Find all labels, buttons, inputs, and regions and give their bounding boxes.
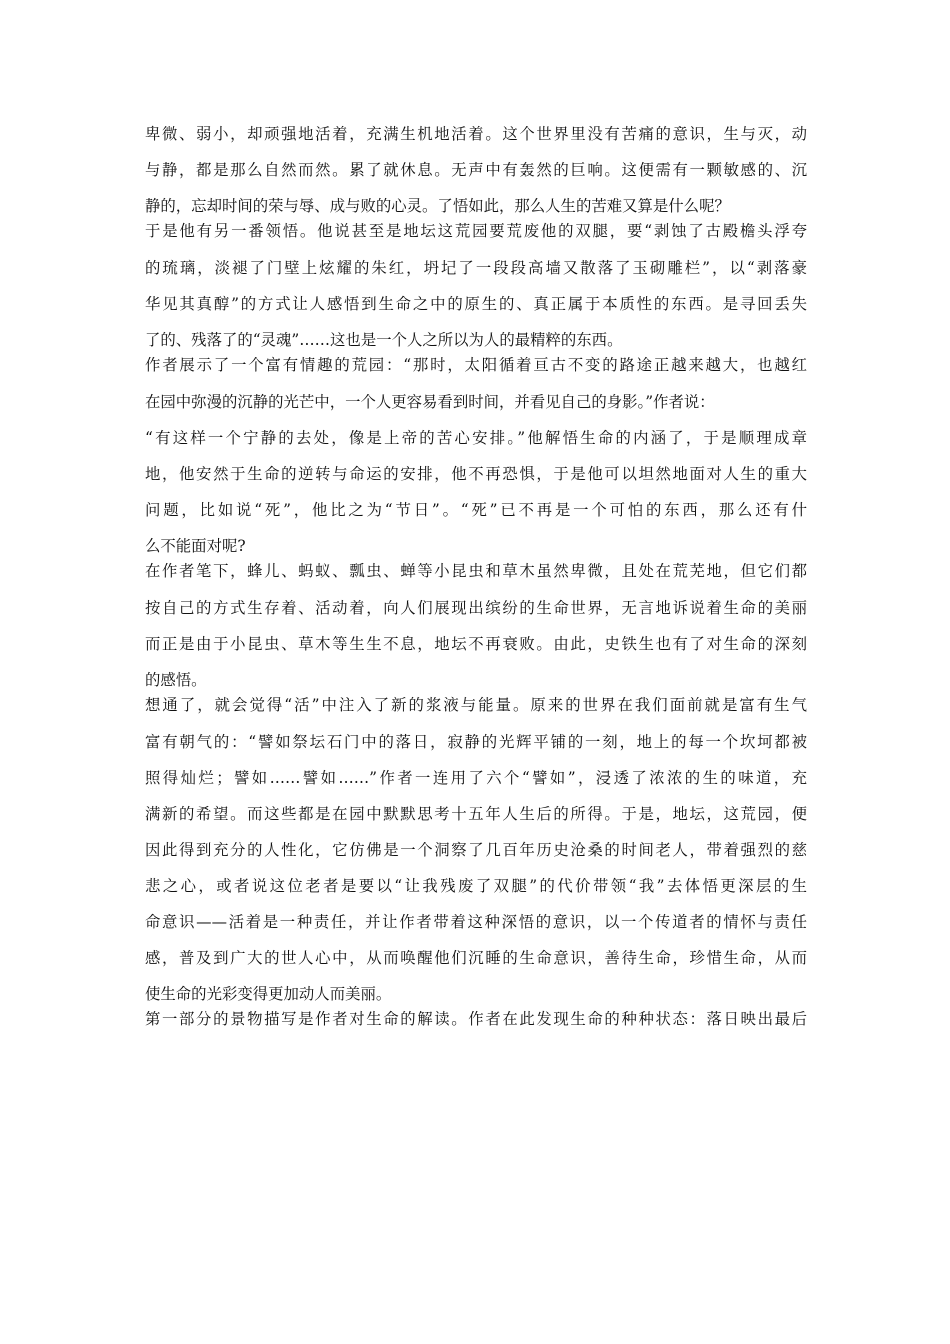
text-line: 么不能面对呢? [145, 537, 246, 555]
text-line: 与静，都是那么自然而然。累了就休息。无声中有轰然的巨响。这便需有一颗敏感的、沉 [145, 161, 807, 179]
text-line: 的感悟。 [145, 671, 207, 689]
text-line: 悲之心，或者说这位老者是要以“让我残废了双腿”的代价带领“我”去体悟更深层的生 [145, 877, 807, 895]
text-line: 地，他安然于生命的逆转与命运的安排，他不再恐惧，于是他可以坦然地面对人生的重大 [145, 465, 807, 483]
text-line: “有这样一个宁静的去处，像是上帝的苦心安排。”他解悟生命的内涵了，于是顺理成章 [145, 429, 807, 447]
text-line: 照得灿烂；譬如……譬如……”作者一连用了六个“譬如”，浸透了浓浓的生的味道，充 [145, 769, 807, 787]
text-line: 了的、残落了的“灵魂”……这也是一个人之所以为人的最精粹的东西。 [145, 331, 623, 349]
text-line: 因此得到充分的人性化，它仿佛是一个洞察了几百年历史沧桑的时间老人，带着强烈的慈 [145, 841, 807, 859]
text-line: 感，普及到广大的世人心中，从而唤醒他们沉睡的生命意识，善待生命，珍惜生命，从而 [145, 949, 807, 967]
text-line: 按自己的方式生存着、活动着，向人们展现出缤纷的生命世界，无言地诉说着生命的美丽 [145, 599, 807, 617]
paragraph-first-line: 作者展示了一个富有情趣的荒园：“那时，太阳循着亘古不变的路途正越来越大，也越红 [145, 356, 807, 374]
text-line: 在园中弥漫的沉静的光芒中，一个人更容易看到时间，并看见自己的身影。”作者说： [145, 393, 715, 411]
text-line: 而正是由于小昆虫、草木等生生不息，地坛不再衰败。由此，史铁生也有了对生命的深刻 [145, 635, 807, 653]
text-line: 的琉璃，淡褪了门壁上炫耀的朱红，坍圮了一段段高墙又散落了玉砌雕栏”，以“剥落豪 [145, 259, 807, 277]
paragraph-first-line: 在作者笔下，蜂儿、蚂蚁、瓢虫、蝉等小昆虫和草木虽然卑微，且处在荒芜地，但它们都 [145, 562, 807, 580]
text-line: 静的，忘却时间的荣与辱、成与败的心灵。了悟如此，那么人生的苦难又算是什么呢？ [145, 197, 730, 215]
paragraph-first-line: 想通了，就会觉得“活”中注入了新的浆液与能量。原来的世界在我们面前就是富有生气 [145, 696, 807, 714]
text-line: 满新的希望。而这些都是在园中默默思考十五年人生后的所得。于是，地坛，这荒园，便 [145, 805, 807, 823]
text-line: 富有朝气的：“譬如祭坛石门中的落日，寂静的光辉平铺的一刻，地上的每一个坎坷都被 [145, 733, 807, 751]
paragraph-first-line: 于是他有另一番领悟。他说甚至是地坛这荒园要荒废他的双腿，要“剥蚀了古殿檐头浮夸 [145, 222, 807, 240]
text-line: 问题，比如说“死”，他比之为“节日”。“死”已不再是一个可怕的东西，那么还有什 [145, 501, 807, 519]
text-line: 华见其真醇”的方式让人感悟到生命之中的原生的、真正属于本质性的东西。是寻回丢失 [145, 295, 807, 313]
paragraph-first-line: 第一部分的景物描写是作者对生命的解读。作者在此发现生命的种种状态：落日映出最后 [145, 1010, 807, 1028]
article-body [145, 116, 807, 1038]
text-line: 使生命的光彩变得更加动人而美丽。 [145, 985, 392, 1003]
text-line: 卑微、弱小，却顽强地活着，充满生机地活着。这个世界里没有苦痛的意识，生与灭，动 [145, 125, 807, 143]
text-line: 命意识——活着是一种责任，并让作者带着这种深悟的意识，以一个传道者的情怀与责任 [145, 913, 807, 931]
